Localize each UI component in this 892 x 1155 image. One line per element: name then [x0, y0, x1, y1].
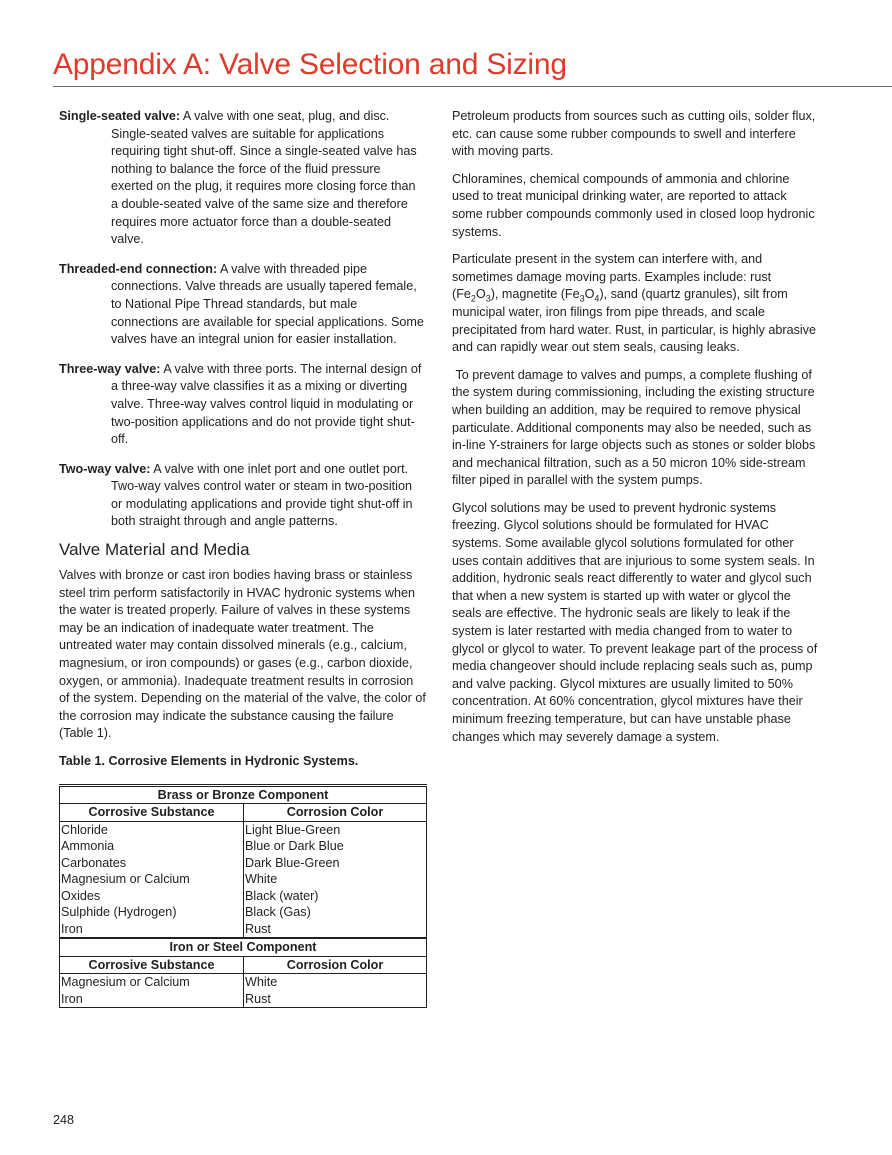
page-number: 248 — [53, 1113, 75, 1127]
column-header-color: Corrosion Color — [244, 956, 427, 974]
table-caption: Table 1. Corrosive Elements in Hydronic Systems. — [59, 754, 359, 768]
table-row — [60, 904, 427, 921]
table-group-heading — [60, 785, 427, 804]
table-row — [60, 871, 427, 888]
paragraph-particulate — [452, 251, 819, 357]
definition-term: Three-way valve: — [59, 361, 161, 376]
table-row — [60, 991, 427, 1008]
paragraph-glycol: Glycol solutions may be used to prevent hydronic systems freezing. Glycol solutions should be formulated for HVAC systems. Some available glycol solutions formulated for other uses contain additives that are injurious to some system seals. In addition, hydronic seals react differently to water and glycol such that when a new system is started up with water or glycol the seals are effective. The hydronic seals are likely to leak if the system is later restarted with media changed from to water to glycol or glycol to water. To prevent leakage part of the process of media changeover should include replacing seals such as, pump and valve packing. Glycol mixtures are usually limited to 50% concentration. At 60% concentration, glycol mixtures have their minimum freezing temperature, but can have unstable phase changes which may severely damage a system. — [452, 500, 818, 744]
group-heading-cell: Iron or Steel Component — [60, 938, 427, 956]
text-run: ), magnetite (Fe — [490, 287, 580, 302]
definition-text: A valve with one seat, plug, and disc. Single-seated valves are suitable for applications requiring tight shut-off. Since a single-seated valve has nothing to balance the force of the fluid pressure exerted on the plug, it requires more closing force than a double-seated valve of the same size and therefore requires more actuator force than a double-seated valve. — [111, 109, 417, 247]
substance-cell: Oxides — [60, 888, 244, 905]
definition-single-seated — [59, 108, 426, 249]
substance-cell: Magnesium or Calcium — [60, 871, 244, 888]
color-cell: White — [245, 872, 278, 887]
color-cell: Rust — [245, 991, 271, 1006]
subscript: 4 — [594, 293, 600, 304]
section-paragraph: Valves with bronze or cast iron bodies having brass or stainless steel trim perform satisfactorily in HVAC hydronic systems when the water is treated properly. Failure of valves in these systems may be an indication of inadequate water treatment. The untreated water may contain dissolved minerals (e.g., calcium, magnesium, or iron compounds) or gases (e.g., carbon dioxide, oxygen, or ammonia). Inadequate treatment results in corrosion of the system. Depending on the material of the valve, the color of the corrosion may indicate the substance causing the failure (Table 1). — [59, 568, 426, 741]
corrosion-table — [59, 784, 427, 1009]
definition-three-way — [59, 361, 426, 449]
paragraph-chloramines: Chloramines, chemical compounds of ammonia and chlorine used to treat municipal drinking water, are reported to attack some rubber compounds commonly used in closed loop hydronic systems. — [452, 171, 815, 239]
definition-term: Two-way valve: — [59, 461, 151, 476]
table-row — [60, 974, 427, 991]
color-cell: Light Blue-Green — [245, 822, 341, 837]
substance-cell: Sulphide (Hydrogen) — [60, 904, 244, 921]
color-cell: Rust — [245, 921, 271, 936]
color-cell: Dark Blue-Green — [245, 855, 340, 870]
page-title: Appendix A: Valve Selection and Sizing — [53, 48, 567, 81]
definition-text: A valve with one inlet port and one outlet port. Two-way valves control water or steam in two-position or modulating applications and provide tight shut-off in both straight through and angle patterns. — [111, 461, 413, 529]
substance-cell: Carbonates — [60, 855, 244, 872]
substance-cell: Chloride — [60, 821, 244, 838]
table-row — [60, 838, 427, 855]
substance-cell: Ammonia — [60, 838, 244, 855]
column-header-color: Corrosion Color — [244, 804, 427, 822]
paragraph-flushing: To prevent damage to valves and pumps, a complete flushing of the system during commissioning, including the existing structure when building an addition, may be required to remove physical particulate. Additional components may also be needed, such as in-line Y-strainers for large objects such as stones or solder blobs and mechanical filtration, such as a 50 micron 10% side-stream filter piped in parallel with the system pumps. — [452, 367, 819, 488]
definition-term: Threaded-end connection: — [59, 261, 218, 276]
definition-text: A valve with three ports. The internal design of a three-way valve classifies it as a mixing or diverting valve. Three-way valves control liquid in modulating or two-position applications and do not provide tight shut-off. — [111, 361, 422, 447]
definition-term: Single-seated valve: — [59, 109, 181, 123]
section-heading: Valve Material and Media — [59, 540, 250, 560]
substance-cell: Magnesium or Calcium — [60, 974, 244, 991]
text-run: O — [475, 287, 486, 302]
subscript: 3 — [485, 293, 491, 304]
table-row — [60, 888, 427, 905]
paragraph-petroleum: Petroleum products from sources such as cutting oils, solder flux, etc. can cause some rubber compounds to swell and interfere with moving parts. — [452, 109, 816, 159]
column-header-substance: Corrosive Substance — [60, 956, 244, 974]
subscript: 2 — [470, 293, 476, 304]
definition-text: A valve with threaded pipe connections. Valve threads are usually tapered female, to National Pipe Thread standards, but male connections are available for special applications. Some valves have an integral union for easier installation. — [111, 261, 424, 347]
color-cell: Black (water) — [245, 888, 319, 903]
substance-cell: Iron — [60, 921, 244, 939]
definition-threaded-end — [59, 261, 426, 349]
column-header-substance: Corrosive Substance — [60, 804, 244, 822]
text-run: ), sand (quartz granules), silt from municipal water, iron filings from pipe threads, and scale precipitated from hard water. Rust, in particular, is highly abrasive and can rapidly wear out stem seals, causing leaks. — [452, 287, 816, 355]
subscript: 3 — [579, 293, 585, 304]
text-run: O — [584, 287, 595, 302]
table-group-heading — [60, 938, 427, 956]
title-rule — [53, 86, 892, 87]
table-column-header-row — [60, 804, 427, 822]
left-column — [59, 108, 426, 1008]
color-cell: Blue or Dark Blue — [245, 839, 344, 854]
color-cell: Black (Gas) — [245, 905, 311, 920]
substance-cell: Iron — [60, 991, 244, 1008]
table-row — [60, 855, 427, 872]
color-cell: White — [245, 975, 278, 990]
table-column-header-row — [60, 956, 427, 974]
text-run: Particulate present in the system can interfere with, and sometimes damage moving parts. Examples include: rust (Fe — [452, 252, 772, 302]
right-column — [452, 108, 819, 756]
table-row — [60, 921, 427, 939]
definition-two-way — [59, 461, 426, 531]
group-heading-cell: Brass or Bronze Component — [60, 785, 427, 804]
table-row — [60, 821, 427, 838]
